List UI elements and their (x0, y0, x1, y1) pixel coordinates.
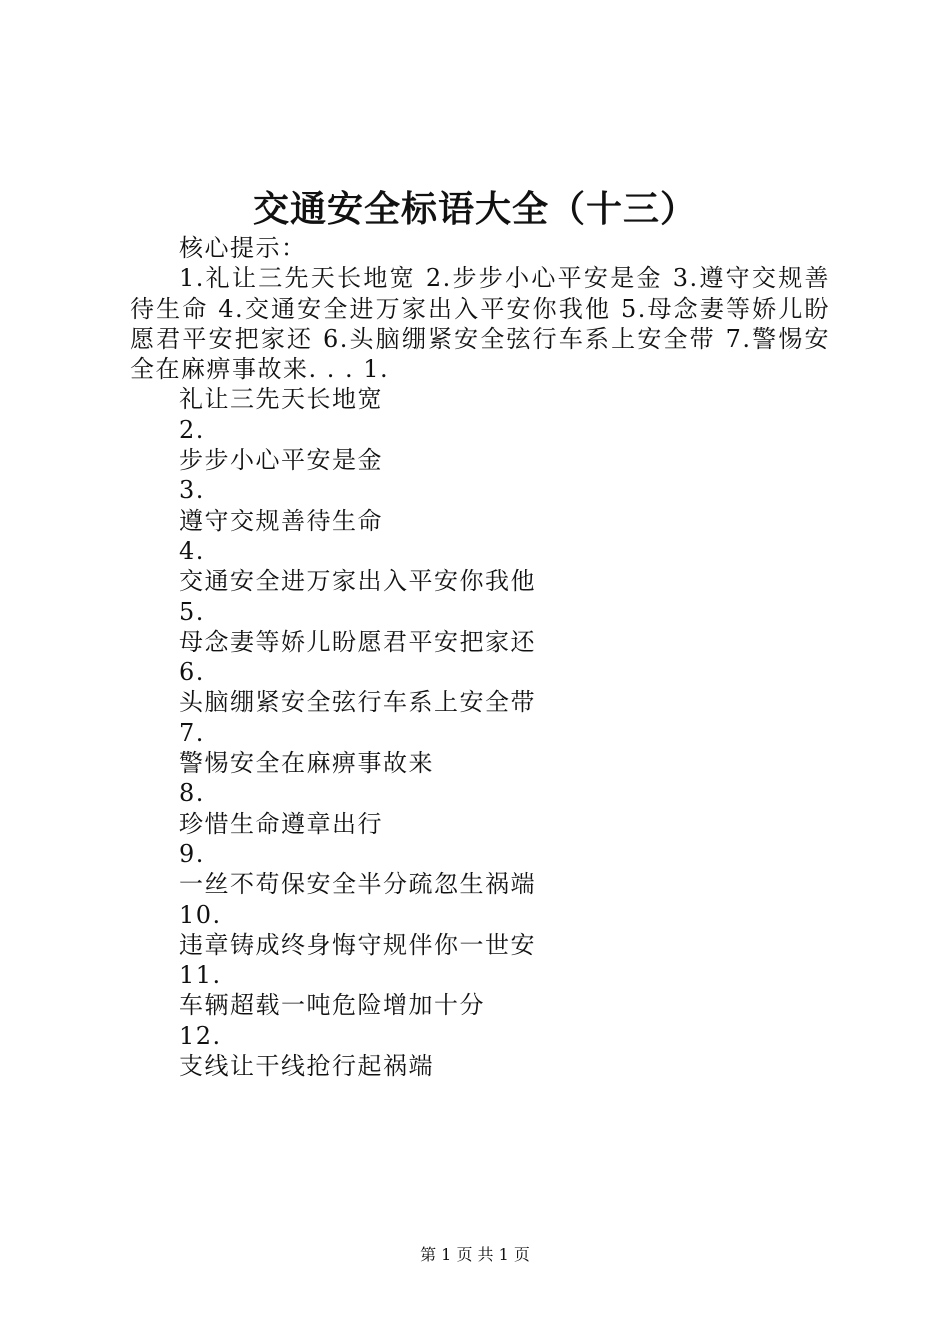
slogan-number: 2. (179, 415, 205, 444)
slogan-text: 违章铸成终身悔守规伴你一世安 (179, 930, 536, 959)
slogan-number: 8. (179, 779, 205, 808)
summary-paragraph: 1.礼让三先天长地宽 2.步步小心平安是金 3.遵守交规善待生命 4.交通安全进万家出入平安你我他 5.母念妻等娇儿盼愿君平安把家还 6.头脑绷紧安全弦行车系上安全带 7.警惕安全在麻痹事故来. . . 1. (130, 264, 830, 384)
slogan-number: 11. (179, 961, 222, 990)
slogan-text: 车辆超载一吨危险增加十分 (179, 991, 485, 1020)
slogan-text: 支线让干线抢行起祸端 (179, 1052, 434, 1081)
slogan-number: 6. (179, 658, 205, 687)
slogan-text: 遵守交规善待生命 (179, 506, 383, 535)
slogan-number: 5. (179, 597, 205, 626)
slogan-number: 12. (179, 1021, 222, 1050)
slogan-number: 4. (179, 536, 205, 565)
slogan-number: 3. (179, 476, 205, 505)
summary-label: 核心提示： (179, 234, 307, 262)
slogan-text: 礼让三先天长地宽 (179, 385, 383, 414)
slogan-text: 母念妻等娇儿盼愿君平安把家还 (179, 627, 536, 656)
slogan-text: 一丝不苟保安全半分疏忽生祸端 (179, 870, 536, 899)
slogan-text: 珍惜生命遵章出行 (179, 809, 383, 838)
slogan-number: 7. (179, 718, 205, 747)
slogan-text: 交通安全进万家出入平安你我他 (179, 567, 536, 596)
slogan-text: 警惕安全在麻痹事故来 (179, 749, 434, 778)
slogan-text: 头脑绷紧安全弦行车系上安全带 (179, 688, 536, 717)
page-footer: 第 1 页 共 1 页 (420, 1245, 530, 1264)
slogan-number: 10. (179, 900, 222, 929)
slogan-text: 步步小心平安是金 (179, 446, 383, 475)
document-body (130, 233, 830, 1081)
slogan-number: 9. (179, 839, 205, 868)
page-title: 交通安全标语大全（十三） (252, 188, 697, 230)
